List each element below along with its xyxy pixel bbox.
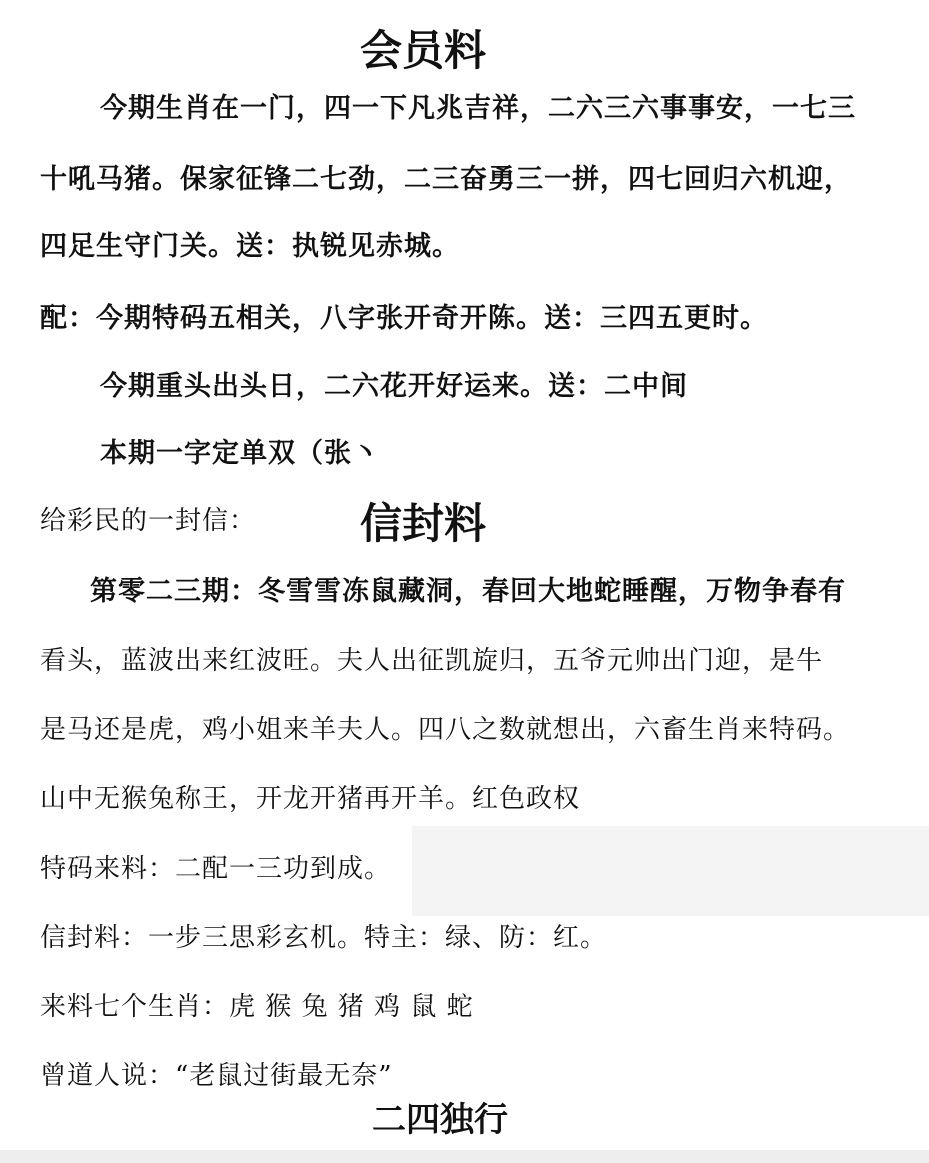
member-line-5: 今期重头出头日，二六花开好运来。送：二中间 — [100, 371, 688, 402]
bottom-shade-strip — [0, 1150, 929, 1163]
member-line-3: 四足生守门关。送：执锐见赤城。 — [40, 231, 460, 262]
member-line-2: 十吼马猪。保家征锋二七劲，二三奋勇三一拼，四七回归六机迎， — [40, 164, 852, 195]
letter-line-6: 信封料：一步三思彩玄机。特主：绿、防：红。 — [40, 923, 608, 953]
letter-line-3: 是马还是虎，鸡小姐来羊夫人。四八之数就想出，六畜生肖来特码。 — [40, 715, 851, 745]
letter-title: 信封料 — [360, 499, 487, 548]
letter-line-5: 特码来料：二配一三功到成。 — [40, 854, 392, 884]
letter-line-4: 山中无猴兔称王，开龙开猪再开羊。红色政权 — [40, 784, 581, 814]
member-line-4: 配：今期特码五相关，八字张开奇开陈。送：三四五更时。 — [40, 303, 768, 334]
letter-intro: 给彩民的一封信： — [40, 506, 257, 536]
member-line-1: 今期生肖在一门，四一下凡兆吉祥，二六三六事事安，一七三 — [100, 93, 856, 124]
letter-line-8: 曾道人说：“老鼠过街最无奈” — [40, 1061, 393, 1091]
footer-title: 二四独行 — [372, 1100, 508, 1140]
letter-line-2: 看头，蓝波出来红波旺。夫人出征凯旋归，五爷元帅出门迎，是牛 — [40, 646, 824, 676]
letter-line-7: 来料七个生肖：虎 猴 兔 猪 鸡 鼠 蛇 — [40, 992, 474, 1022]
gray-shaded-area — [412, 826, 929, 916]
member-line-6: 本期一字定单双（张丶 — [100, 438, 380, 469]
member-title: 会员料 — [360, 26, 487, 75]
letter-line-1: 第零二三期：冬雪雪冻鼠藏洞，春回大地蛇睡醒，万物争春有 — [90, 576, 846, 607]
